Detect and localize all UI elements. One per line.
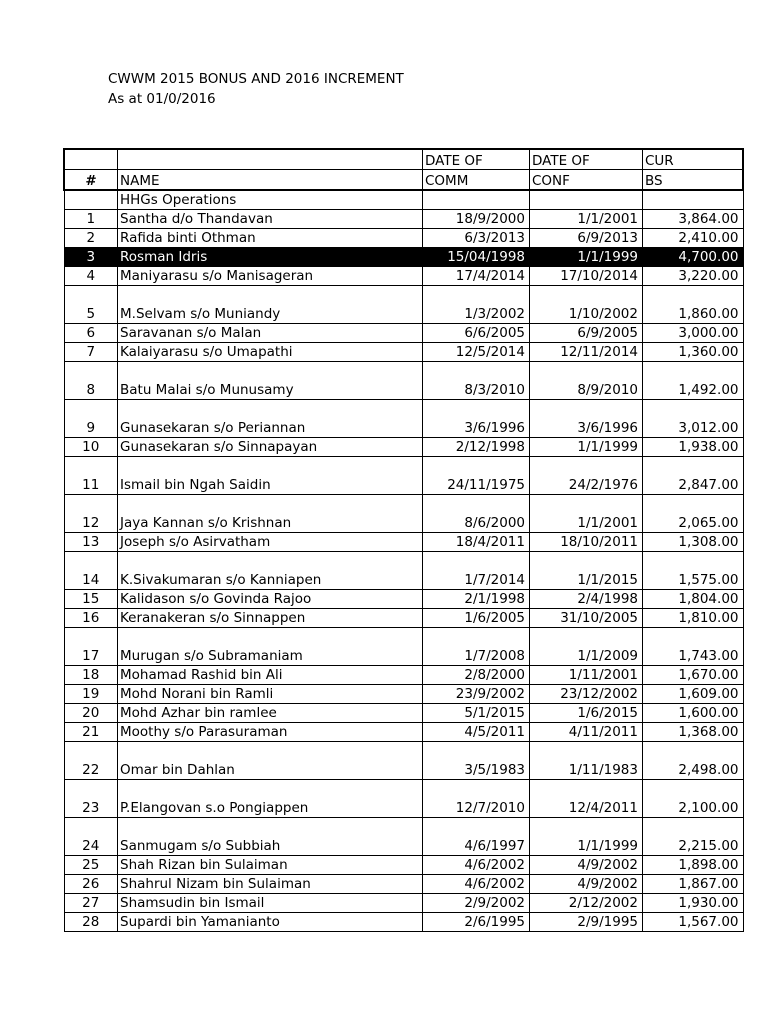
table-row[interactable] (64, 742, 743, 780)
header-date-conf-line2: CONF (530, 170, 643, 191)
row-number[interactable]: 18 (64, 666, 118, 685)
table-row[interactable] (64, 362, 743, 400)
employee-name[interactable]: Santha d/o Thandavan (118, 210, 423, 229)
section-empty-cell (423, 190, 530, 210)
current-basic-salary[interactable]: 1,743.00 (643, 628, 744, 666)
date-of-conf[interactable]: 4/9/2002 (530, 875, 643, 894)
date-of-conf[interactable]: 2/12/2002 (530, 894, 643, 913)
employee-name[interactable]: Shamsudin bin Ismail (118, 894, 423, 913)
table-row[interactable] (64, 913, 743, 932)
current-basic-salary[interactable]: 1,860.00 (643, 286, 744, 324)
date-of-comm[interactable]: 4/5/2011 (423, 723, 530, 742)
employee-name[interactable]: Kalidason s/o Govinda Rajoo (118, 590, 423, 609)
current-basic-salary[interactable]: 1,575.00 (643, 552, 744, 590)
date-of-conf[interactable]: 31/10/2005 (530, 609, 643, 628)
date-of-comm[interactable]: 23/9/2002 (423, 685, 530, 704)
date-of-comm[interactable]: 3/5/1983 (423, 742, 530, 780)
header-date-conf-line1: DATE OF (530, 149, 643, 170)
table-row[interactable] (64, 552, 743, 590)
date-of-conf[interactable]: 12/4/2011 (530, 780, 643, 818)
date-of-conf[interactable]: 6/9/2013 (530, 229, 643, 248)
date-of-comm[interactable]: 1/6/2005 (423, 609, 530, 628)
row-number[interactable]: 11 (64, 457, 118, 495)
current-basic-salary[interactable]: 3,012.00 (643, 400, 744, 438)
date-of-conf[interactable]: 4/11/2011 (530, 723, 643, 742)
current-basic-salary[interactable]: 1,567.00 (643, 913, 744, 932)
row-number[interactable]: 3 (64, 248, 118, 267)
header-row-2 (64, 170, 743, 191)
date-of-conf[interactable]: 1/1/1999 (530, 248, 643, 267)
employee-name[interactable]: Moothy s/o Parasuraman (118, 723, 423, 742)
table-row[interactable] (64, 856, 743, 875)
date-of-conf[interactable]: 3/6/1996 (530, 400, 643, 438)
current-basic-salary[interactable]: 2,215.00 (643, 818, 744, 856)
header-row-1 (64, 149, 743, 170)
current-basic-salary[interactable]: 2,065.00 (643, 495, 744, 533)
current-basic-salary[interactable]: 3,864.00 (643, 210, 744, 229)
date-of-comm[interactable]: 1/7/2008 (423, 628, 530, 666)
row-number[interactable]: 27 (64, 894, 118, 913)
table-row[interactable] (64, 400, 743, 438)
date-of-comm[interactable]: 4/6/1997 (423, 818, 530, 856)
current-basic-salary[interactable]: 3,000.00 (643, 324, 744, 343)
document-subtitle: As at 01/0/2016 (108, 91, 216, 107)
employee-name[interactable]: Saravanan s/o Malan (118, 324, 423, 343)
date-of-comm[interactable]: 2/6/1995 (423, 913, 530, 932)
table-row[interactable] (64, 457, 743, 495)
date-of-comm[interactable]: 1/7/2014 (423, 552, 530, 590)
table-row[interactable] (64, 229, 743, 248)
date-of-comm[interactable]: 17/4/2014 (423, 267, 530, 286)
date-of-comm[interactable]: 12/7/2010 (423, 780, 530, 818)
row-number[interactable]: 26 (64, 875, 118, 894)
date-of-conf[interactable]: 1/1/2001 (530, 495, 643, 533)
document-title: CWWM 2015 BONUS AND 2016 INCREMENT (108, 71, 404, 87)
employee-name[interactable]: Maniyarasu s/o Manisageran (118, 267, 423, 286)
table-row[interactable] (64, 704, 743, 723)
current-basic-salary[interactable]: 1,360.00 (643, 343, 744, 362)
employee-name[interactable]: Batu Malai s/o Munusamy (118, 362, 423, 400)
employee-name[interactable]: Mohd Norani bin Ramli (118, 685, 423, 704)
table-row[interactable] (64, 609, 743, 628)
date-of-comm[interactable]: 2/12/1998 (423, 438, 530, 457)
row-number[interactable]: 23 (64, 780, 118, 818)
header-num: # (64, 170, 118, 191)
employee-name[interactable]: Gunasekaran s/o Sinnapayan (118, 438, 423, 457)
table-row[interactable] (64, 875, 743, 894)
current-basic-salary[interactable]: 2,847.00 (643, 457, 744, 495)
current-basic-salary[interactable]: 1,609.00 (643, 685, 744, 704)
table-row[interactable] (64, 286, 743, 324)
table-row[interactable] (64, 723, 743, 742)
date-of-conf[interactable]: 1/10/2002 (530, 286, 643, 324)
date-of-conf[interactable]: 24/2/1976 (530, 457, 643, 495)
date-of-conf[interactable]: 1/1/2009 (530, 628, 643, 666)
header-name-top (118, 149, 423, 170)
date-of-comm[interactable]: 8/3/2010 (423, 362, 530, 400)
employee-name[interactable]: Kalaiyarasu s/o Umapathi (118, 343, 423, 362)
table-row[interactable] (64, 343, 743, 362)
section-empty-cell (530, 190, 643, 210)
header-date-comm-line1: DATE OF (423, 149, 530, 170)
table-row[interactable] (64, 495, 743, 533)
date-of-conf[interactable]: 18/10/2011 (530, 533, 643, 552)
row-number[interactable]: 16 (64, 609, 118, 628)
date-of-conf[interactable]: 2/4/1998 (530, 590, 643, 609)
row-number[interactable]: 22 (64, 742, 118, 780)
date-of-comm[interactable]: 2/1/1998 (423, 590, 530, 609)
employee-name[interactable]: Omar bin Dahlan (118, 742, 423, 780)
employee-name[interactable]: K.Sivakumaran s/o Kanniapen (118, 552, 423, 590)
employee-name[interactable]: Ismail bin Ngah Saidin (118, 457, 423, 495)
date-of-conf[interactable]: 6/9/2005 (530, 324, 643, 343)
row-number[interactable]: 20 (64, 704, 118, 723)
current-basic-salary[interactable]: 1,938.00 (643, 438, 744, 457)
date-of-conf[interactable]: 23/12/2002 (530, 685, 643, 704)
date-of-conf[interactable]: 1/11/1983 (530, 742, 643, 780)
row-number[interactable]: 12 (64, 495, 118, 533)
date-of-comm[interactable]: 18/4/2011 (423, 533, 530, 552)
employee-name[interactable]: Shah Rizan bin Sulaiman (118, 856, 423, 875)
current-basic-salary[interactable]: 1,670.00 (643, 666, 744, 685)
date-of-comm[interactable]: 24/11/1975 (423, 457, 530, 495)
row-number[interactable]: 28 (64, 913, 118, 932)
employee-name[interactable]: Sanmugam s/o Subbiah (118, 818, 423, 856)
employee-name[interactable]: Mohd Azhar bin ramlee (118, 704, 423, 723)
row-number[interactable]: 14 (64, 552, 118, 590)
date-of-comm[interactable]: 4/6/2002 (423, 875, 530, 894)
table-row[interactable] (64, 248, 743, 267)
row-number[interactable]: 25 (64, 856, 118, 875)
employee-name[interactable]: Gunasekaran s/o Periannan (118, 400, 423, 438)
date-of-comm[interactable]: 2/8/2000 (423, 666, 530, 685)
employee-name[interactable]: Shahrul Nizam bin Sulaiman (118, 875, 423, 894)
row-number[interactable]: 8 (64, 362, 118, 400)
employee-name[interactable]: Jaya Kannan s/o Krishnan (118, 495, 423, 533)
current-basic-salary[interactable]: 1,898.00 (643, 856, 744, 875)
row-number[interactable]: 13 (64, 533, 118, 552)
current-basic-salary[interactable]: 3,220.00 (643, 267, 744, 286)
row-number[interactable]: 9 (64, 400, 118, 438)
employee-name[interactable]: Rosman Idris (118, 248, 423, 267)
employee-name[interactable]: Rafida binti Othman (118, 229, 423, 248)
current-basic-salary[interactable]: 1,867.00 (643, 875, 744, 894)
current-basic-salary[interactable]: 2,498.00 (643, 742, 744, 780)
table-row[interactable] (64, 628, 743, 666)
header-num-top (64, 149, 118, 170)
section-empty-cell (643, 190, 744, 210)
current-basic-salary[interactable]: 1,600.00 (643, 704, 744, 723)
employee-name[interactable]: P.Elangovan s.o Pongiappen (118, 780, 423, 818)
date-of-conf[interactable]: 1/6/2015 (530, 704, 643, 723)
row-number[interactable]: 1 (64, 210, 118, 229)
date-of-comm[interactable]: 2/9/2002 (423, 894, 530, 913)
date-of-conf[interactable]: 2/9/1995 (530, 913, 643, 932)
row-number[interactable]: 24 (64, 818, 118, 856)
current-basic-salary[interactable]: 1,810.00 (643, 609, 744, 628)
table-row[interactable] (64, 780, 743, 818)
current-basic-salary[interactable]: 4,700.00 (643, 248, 744, 267)
table-row[interactable] (64, 590, 743, 609)
row-number[interactable]: 5 (64, 286, 118, 324)
current-basic-salary[interactable]: 1,930.00 (643, 894, 744, 913)
date-of-comm[interactable]: 6/3/2013 (423, 229, 530, 248)
date-of-conf[interactable]: 1/1/1999 (530, 438, 643, 457)
date-of-comm[interactable]: 4/6/2002 (423, 856, 530, 875)
current-basic-salary[interactable]: 2,100.00 (643, 780, 744, 818)
current-basic-salary[interactable]: 2,410.00 (643, 229, 744, 248)
employee-name[interactable]: Murugan s/o Subramaniam (118, 628, 423, 666)
date-of-conf[interactable]: 1/1/1999 (530, 818, 643, 856)
table-row[interactable] (64, 438, 743, 457)
table-row[interactable] (64, 210, 743, 229)
row-number[interactable]: 10 (64, 438, 118, 457)
section-label: HHGs Operations (118, 190, 423, 210)
date-of-comm[interactable]: 6/6/2005 (423, 324, 530, 343)
date-of-comm[interactable]: 18/9/2000 (423, 210, 530, 229)
row-number[interactable]: 19 (64, 685, 118, 704)
table-row[interactable] (64, 685, 743, 704)
current-basic-salary[interactable]: 1,804.00 (643, 590, 744, 609)
employee-name[interactable]: Joseph s/o Asirvatham (118, 533, 423, 552)
row-number[interactable]: 21 (64, 723, 118, 742)
table-row[interactable] (64, 533, 743, 552)
current-basic-salary[interactable]: 1,492.00 (643, 362, 744, 400)
table-row[interactable] (64, 818, 743, 856)
date-of-comm[interactable]: 1/3/2002 (423, 286, 530, 324)
date-of-comm[interactable]: 5/1/2015 (423, 704, 530, 723)
row-number[interactable]: 2 (64, 229, 118, 248)
table-row[interactable] (64, 324, 743, 343)
date-of-comm[interactable]: 15/04/1998 (423, 248, 530, 267)
date-of-conf[interactable]: 1/1/2015 (530, 552, 643, 590)
table-row[interactable] (64, 666, 743, 685)
date-of-conf[interactable]: 1/1/2001 (530, 210, 643, 229)
date-of-conf[interactable]: 1/11/2001 (530, 666, 643, 685)
bonus-table (63, 148, 744, 932)
section-row (64, 190, 743, 210)
employee-name[interactable]: M.Selvam s/o Muniandy (118, 286, 423, 324)
employee-name[interactable]: Mohamad Rashid bin Ali (118, 666, 423, 685)
header-name: NAME (118, 170, 423, 191)
employee-name[interactable]: Keranakeran s/o Sinnappen (118, 609, 423, 628)
section-num-cell (64, 190, 118, 210)
header-cur-bs-line1: CUR (643, 149, 744, 170)
header-date-comm-line2: COMM (423, 170, 530, 191)
date-of-conf[interactable]: 8/9/2010 (530, 362, 643, 400)
date-of-comm[interactable]: 8/6/2000 (423, 495, 530, 533)
date-of-conf[interactable]: 17/10/2014 (530, 267, 643, 286)
date-of-comm[interactable]: 12/5/2014 (423, 343, 530, 362)
row-number[interactable]: 6 (64, 324, 118, 343)
current-basic-salary[interactable]: 1,368.00 (643, 723, 744, 742)
row-number[interactable]: 15 (64, 590, 118, 609)
row-number[interactable]: 17 (64, 628, 118, 666)
date-of-conf[interactable]: 12/11/2014 (530, 343, 643, 362)
header-cur-bs-line2: BS (643, 170, 744, 191)
table-row[interactable] (64, 267, 743, 286)
table-row[interactable] (64, 894, 743, 913)
row-number[interactable]: 7 (64, 343, 118, 362)
row-number[interactable]: 4 (64, 267, 118, 286)
employee-name[interactable]: Supardi bin Yamanianto (118, 913, 423, 932)
date-of-conf[interactable]: 4/9/2002 (530, 856, 643, 875)
date-of-comm[interactable]: 3/6/1996 (423, 400, 530, 438)
current-basic-salary[interactable]: 1,308.00 (643, 533, 744, 552)
